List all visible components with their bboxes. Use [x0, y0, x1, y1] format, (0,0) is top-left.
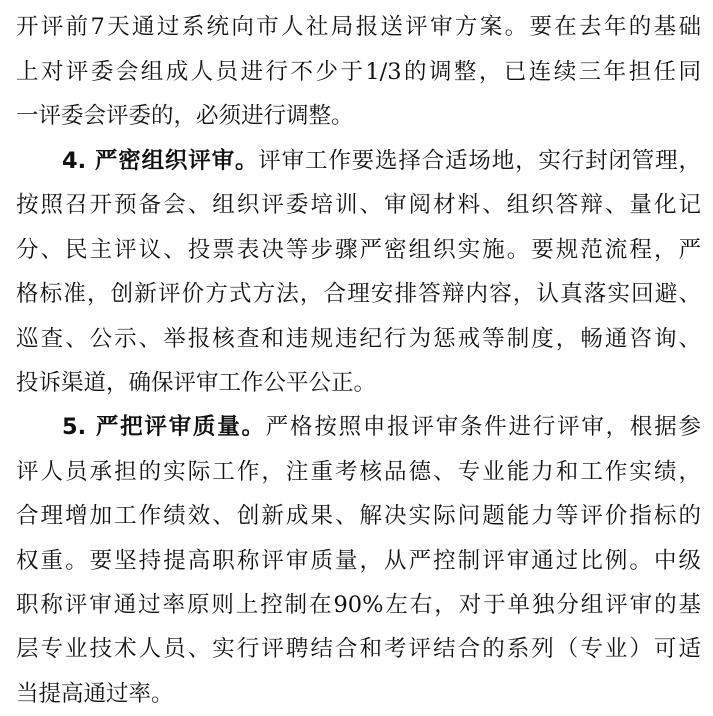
section-4-text: 评审工作要选择合适场地，实行封闭管理，: [258, 148, 701, 174]
paragraph-line: 格标准，创新评价方式方法，合理安排答辩内容，认真落实回避、: [16, 281, 701, 307]
section-4-first-line: [62, 139, 701, 183]
paragraph-line: 上对评委会组成人员进行不少于1/3的调整，已连续三年担任同: [16, 59, 701, 85]
paragraph-line: 合理增加工作绩效、创新成果、解决实际问题能力等评价指标的: [16, 503, 701, 529]
section-5-first-line: [62, 405, 701, 449]
paragraph-line: 投诉渠道，确保评审工作公平公正。: [16, 370, 377, 396]
paragraph-line: 评人员承担的实际工作，注重考核品德、专业能力和工作实绩，: [16, 459, 701, 485]
section-4-heading: 4. 严密组织评审。: [62, 148, 259, 174]
paragraph-line: 权重。要坚持提高职称评审质量，从严控制评审通过比例。中级: [16, 548, 701, 574]
paragraph-line: 职称评审通过率原则上控制在90%左右，对于单独分组评审的基: [16, 592, 701, 618]
paragraph-line: 分、民主评议、投票表决等步骤严密组织实施。要规范流程，严: [16, 237, 701, 263]
paragraph-line: 当提高通过率。: [16, 681, 174, 707]
paragraph-line: 按照召开预备会、组织评委培训、审阅材料、组织答辩、量化记: [16, 192, 701, 218]
paragraph-line: 巡查、公示、举报核查和违规违纪行为惩戒等制度，畅通咨询、: [16, 326, 701, 352]
paragraph-line: 层专业技术人员、实行评聘结合和考评结合的系列（专业）可适: [16, 636, 701, 662]
section-5-text: 严格按照申报评审条件进行评审，根据参: [265, 414, 701, 440]
paragraph-line: 一评委会评委的，必须进行调整。: [16, 103, 354, 129]
section-5-heading: 5. 严把评审质量。: [62, 414, 266, 440]
paragraph-line: 开评前7天通过系统向市人社局报送评审方案。要在去年的基础: [16, 14, 701, 40]
